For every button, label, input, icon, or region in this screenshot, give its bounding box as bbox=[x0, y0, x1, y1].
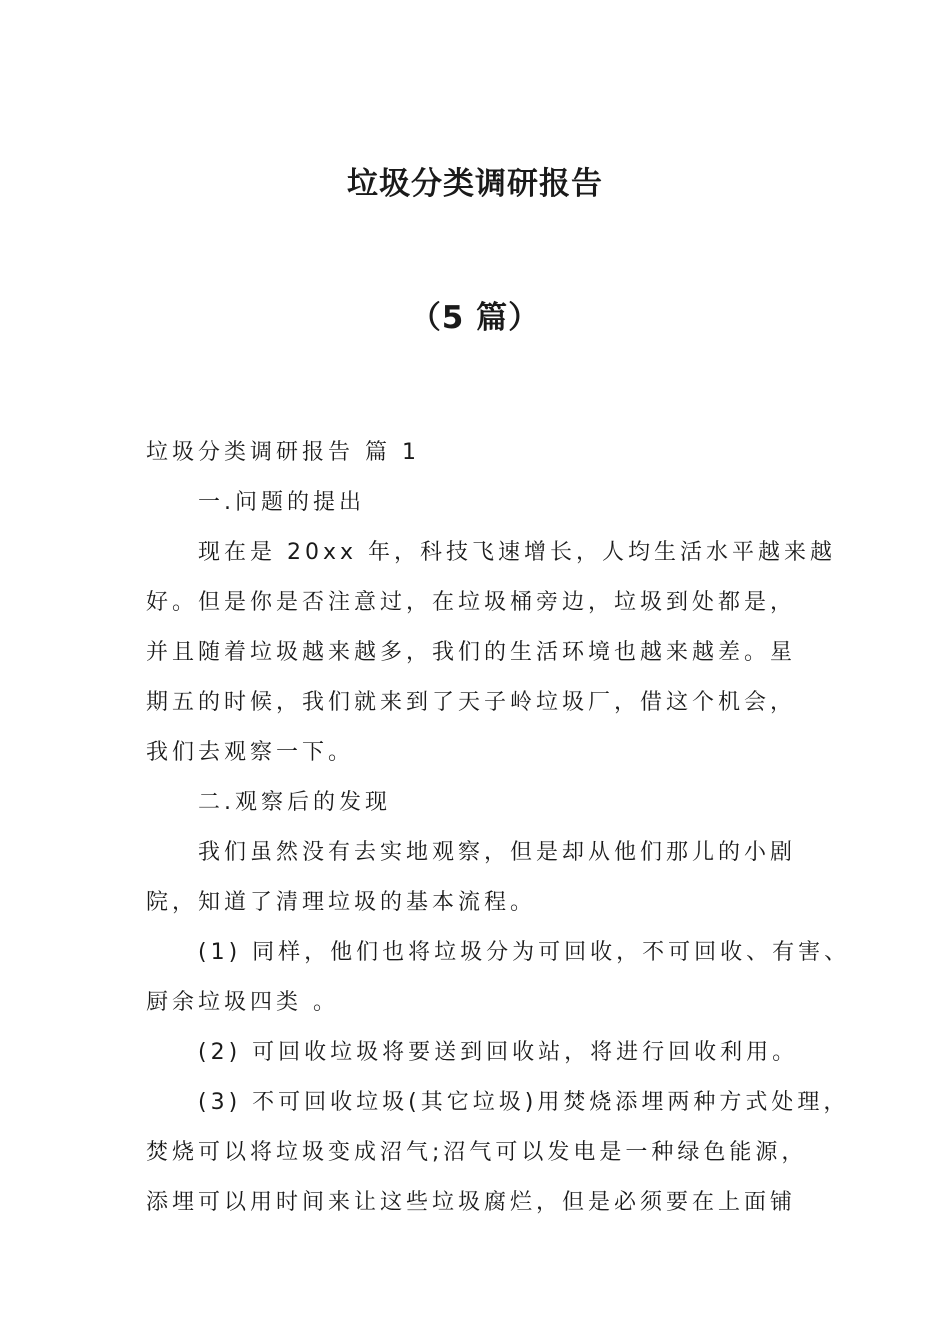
paragraph-line: (3) 不可回收垃圾(其它垃圾)用焚烧添埋两种方式处理， bbox=[198, 1090, 850, 1115]
paragraph-line: 我们虽然没有去实地观察，但是却从他们那儿的小剧 bbox=[198, 840, 797, 865]
paragraph-line: (2) 可回收垃圾将要送到回收站，将进行回收利用。 bbox=[198, 1040, 799, 1065]
paragraph-line: 好。但是你是否注意过，在垃圾桶旁边，垃圾到处都是， bbox=[146, 590, 797, 615]
paragraph-line: 现在是 20xx 年，科技飞速增长，人均生活水平越来越 bbox=[198, 540, 837, 565]
paragraph-line: 并且随着垃圾越来越多，我们的生活环境也越来越差。星 bbox=[146, 640, 797, 665]
paragraph-line: 添埋可以用时间来让这些垃圾腐烂，但是必须要在上面铺 bbox=[146, 1190, 797, 1215]
document-title: 垃圾分类调研报告 bbox=[347, 166, 603, 202]
paragraph-line: 一.问题的提出 bbox=[198, 490, 365, 515]
paragraph-line: (1) 同样，他们也将垃圾分为可回收，不可回收、有害、 bbox=[198, 940, 851, 965]
paragraph-line: 焚烧可以将垃圾变成沼气;沼气可以发电是一种绿色能源， bbox=[146, 1140, 808, 1165]
paragraph-line: 厨余垃圾四类 。 bbox=[146, 990, 339, 1015]
paragraph-line: 二.观察后的发现 bbox=[198, 790, 391, 815]
paragraph-line: 院，知道了清理垃圾的基本流程。 bbox=[146, 890, 537, 915]
document-subtitle: （5 篇） bbox=[409, 300, 541, 336]
paragraph-line: 期五的时候，我们就来到了天子岭垃圾厂，借这个机会， bbox=[146, 690, 797, 715]
document-body bbox=[146, 428, 851, 1228]
section-heading: 垃圾分类调研报告 篇 1 bbox=[146, 440, 420, 465]
paragraph-line: 我们去观察一下。 bbox=[146, 740, 355, 765]
